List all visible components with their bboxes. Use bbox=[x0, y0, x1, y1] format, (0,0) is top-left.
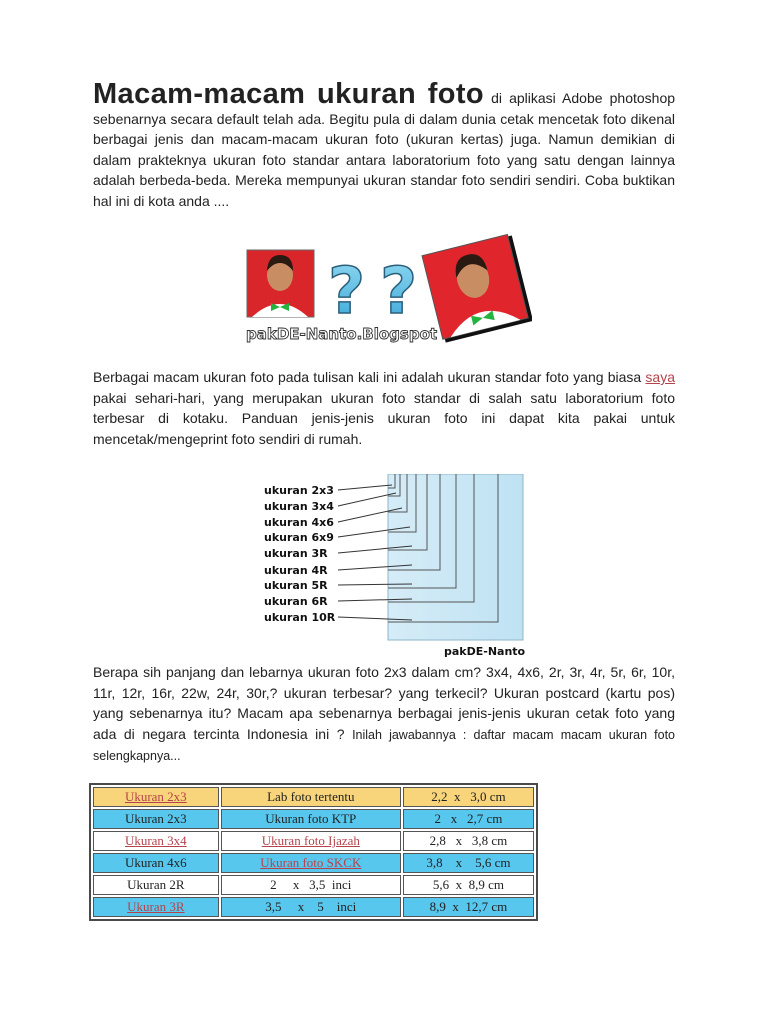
question-marks bbox=[328, 255, 417, 329]
table-row bbox=[93, 875, 534, 895]
size-cell bbox=[93, 809, 219, 829]
para3-text: Berapa sih panjang dan lebarnya ukuran foto 2x3 dalam cm? 3x4, 4x6, 2r, 3r, 4r, 5r, 6r, 10r, 11r, 12r, 16r, 22w, 24r, 30r,? ukuran terbesar? yang terkecil? Ukuran postcard (kartu pos) yang sebenarnya itu? Macam apa sebenarnya berbagai jenis-jenis ukuran cetak foto yang ada di negara tercinta Indonesia ini ? bbox=[93, 664, 675, 742]
use-cell bbox=[221, 787, 401, 807]
dimension-text: 2 x 2,7 cm bbox=[434, 811, 503, 826]
dimension-cell bbox=[403, 897, 534, 917]
use-text: 2 x 3,5 inci bbox=[270, 877, 352, 892]
para2-before: Berbagai macam ukuran foto pada tulisan kali ini adalah ukuran standar foto yang biasa bbox=[93, 369, 646, 385]
use-cell bbox=[221, 809, 401, 829]
photo-size-table-body bbox=[93, 787, 534, 917]
dimension-text: 2,8 x 3,8 cm bbox=[429, 833, 508, 848]
size-cell bbox=[93, 897, 219, 917]
question-mark-1: ? bbox=[328, 255, 366, 329]
use-cell bbox=[221, 875, 401, 895]
use-link[interactable]: Ukuran foto SKCK bbox=[260, 855, 362, 870]
para3-small-text: Inilah jawabannya : daftar macam macam ukuran foto selengkapnya... bbox=[93, 727, 675, 763]
intro-text: photoshop sebenarnya secara default telah ada. Begitu pula di dalam dunia cetak mencetak foto dikenal berbagai jenis dan macam-macam ukuran foto (ukuran kertas) juga. Namun demikian di dalam prakteknya ukuran foto standar antara laboratorium foto yang satu dengan lainnya adalah berbeda-beda. Mereka mempunyai ukuran standar foto sendiri sendiri. Coba buktikan hal ini di kota anda .... bbox=[93, 90, 676, 209]
size-cell bbox=[93, 875, 219, 895]
size-label-10r: ukuran 10R bbox=[264, 611, 336, 624]
intro-inline-text: di aplikasi Adobe bbox=[484, 90, 603, 106]
dimension-cell bbox=[403, 809, 534, 829]
diagram-credit: pakDE-Nanto bbox=[444, 645, 526, 658]
question-mark-2: ? bbox=[380, 255, 418, 329]
table-row bbox=[93, 831, 534, 851]
size-labels bbox=[264, 484, 336, 624]
intro-section bbox=[93, 78, 676, 211]
dimension-text: 8,9 x 12,7 cm bbox=[429, 899, 508, 914]
table-row bbox=[93, 853, 534, 873]
size-link[interactable]: Ukuran 3x4 bbox=[124, 833, 187, 848]
size-label-2x3: ukuran 2x3 bbox=[264, 484, 334, 497]
size-cell bbox=[93, 853, 219, 873]
para3-section bbox=[93, 662, 675, 767]
para2-section bbox=[93, 367, 675, 449]
blog-watermark: pakDE-Nanto.Blogspot bbox=[246, 325, 438, 343]
size-label-6r: ukuran 6R bbox=[264, 595, 328, 608]
dimension-cell bbox=[403, 787, 534, 807]
article-title: Macam-macam ukuran foto bbox=[93, 78, 485, 110]
use-cell bbox=[221, 831, 401, 851]
dimension-cell bbox=[403, 831, 534, 851]
size-label-4r: ukuran 4R bbox=[264, 564, 328, 577]
size-text: Ukuran 2R bbox=[127, 877, 185, 892]
photo-size-diagram bbox=[262, 474, 530, 660]
size-text: Ukuran 2x3 bbox=[124, 811, 187, 826]
use-text: Ukuran foto KTP bbox=[265, 811, 357, 826]
size-label-5r: ukuran 5R bbox=[264, 579, 328, 592]
use-cell bbox=[221, 853, 401, 873]
table-row bbox=[93, 897, 534, 917]
intro-paragraph bbox=[93, 78, 676, 211]
size-link[interactable]: Ukuran 2x3 bbox=[124, 789, 187, 804]
size-link[interactable]: Ukuran 3R bbox=[127, 899, 185, 914]
table-row bbox=[93, 809, 534, 829]
use-text: 3,5 x 5 inci bbox=[265, 899, 357, 914]
photo-size-table bbox=[89, 783, 538, 921]
table-row bbox=[93, 787, 534, 807]
size-label-4x6: ukuran 4x6 bbox=[264, 516, 334, 529]
dimension-text: 2,2 x 3,0 cm bbox=[431, 789, 506, 804]
portrait-photo-right bbox=[422, 234, 532, 344]
dimension-cell bbox=[403, 853, 534, 873]
use-text: Lab foto tertentu bbox=[267, 789, 355, 804]
size-cell bbox=[93, 831, 219, 851]
portrait-photo-left bbox=[247, 250, 314, 317]
dimension-text: 3,8 x 5,6 cm bbox=[426, 855, 511, 870]
size-text: Ukuran 4x6 bbox=[124, 855, 187, 870]
size-label-3r: ukuran 3R bbox=[264, 547, 328, 560]
size-cell bbox=[93, 787, 219, 807]
para2 bbox=[93, 367, 675, 449]
saya-link[interactable]: saya bbox=[645, 369, 675, 385]
dimension-cell bbox=[403, 875, 534, 895]
size-label-6x9: ukuran 6x9 bbox=[264, 531, 334, 544]
size-label-3x4: ukuran 3x4 bbox=[264, 500, 334, 513]
portrait-figure bbox=[246, 233, 532, 345]
para2-after: pakai sehari-hari, yang merupakan ukuran foto standar di salah satu laboratorium foto terbesar di kotaku. Panduan jenis-jenis ukuran foto ini dapat kita pakai untuk mencetak/mengeprint foto sendiri di rumah. bbox=[93, 389, 675, 447]
dimension-text: 5,6 x 8,9 cm bbox=[432, 877, 505, 892]
use-cell bbox=[221, 897, 401, 917]
para3 bbox=[93, 662, 675, 767]
use-link[interactable]: Ukuran foto Ijazah bbox=[261, 833, 360, 848]
